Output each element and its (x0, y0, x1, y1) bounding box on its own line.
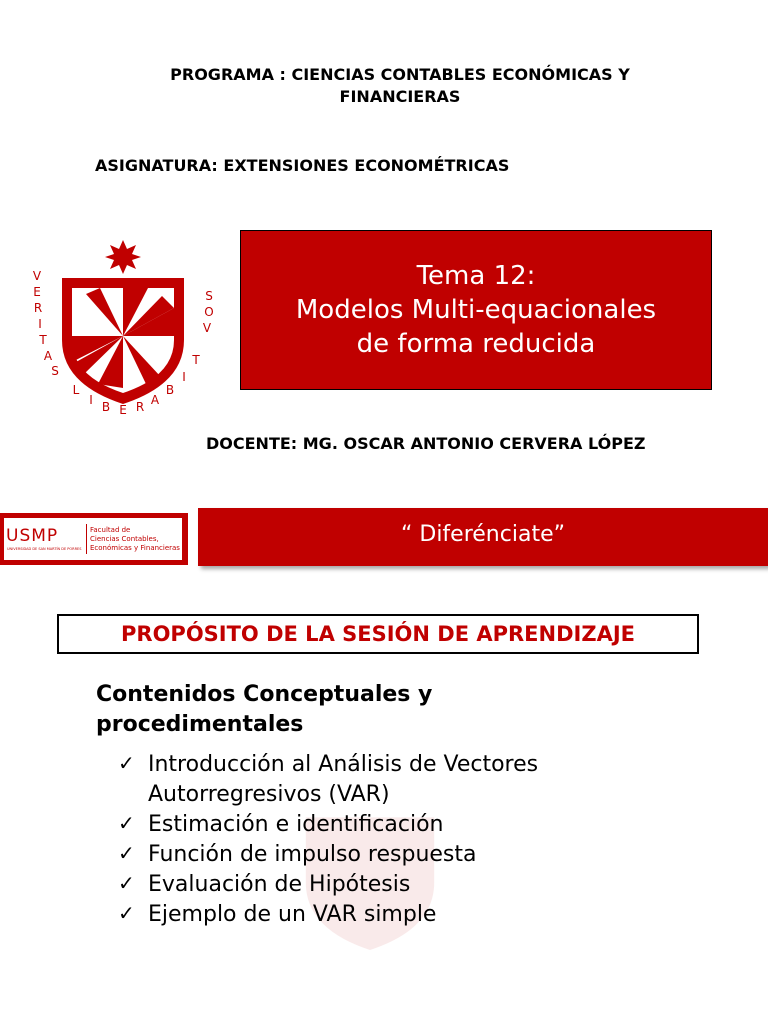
checkmark-icon: ✓ (118, 751, 135, 775)
usmp-faculty-logo (0, 513, 188, 565)
checkmark-icon: ✓ (118, 841, 135, 865)
seal-letter: I (182, 370, 186, 384)
usmp-wordmark: USMP (6, 526, 59, 546)
list-item: ✓ Ejemplo de un VAR simple (118, 900, 638, 930)
seal-letter: S (51, 364, 59, 378)
programa-line-1: PROGRAMA : CIENCIAS CONTABLES ECONÓMICAS Y (170, 65, 630, 84)
seal-letter: R (135, 400, 145, 414)
seal-letter: I (89, 393, 93, 407)
list-item: ✓ Introducción al Análisis de Vectores Autorregresivos (VAR) (118, 750, 638, 810)
usmp-seal-logo (28, 236, 218, 420)
checkmark-icon: ✓ (118, 871, 135, 895)
usmp-subtitle: UNIVERSIDAD DE SAN MARTÍN DE PORRES (7, 547, 82, 551)
programa-line-2: FINANCIERAS (339, 87, 461, 106)
seal-letter: T (192, 353, 200, 367)
list-item: ✓ Función de impulso respuesta (118, 840, 638, 870)
programa-heading (90, 64, 710, 108)
seal-star-icon (105, 240, 141, 274)
seal-letter: B (101, 400, 111, 414)
motto-text: “ Diferénciate” (400, 522, 565, 547)
seal-letter: E (33, 285, 41, 299)
proposito-heading: PROPÓSITO DE LA SESIÓN DE APRENDIZAJE (57, 614, 699, 654)
seal-letter: S (205, 289, 213, 303)
logo-divider (86, 524, 87, 554)
contenidos-title: Contenidos Conceptuales y procedimentales (96, 682, 433, 737)
motto-banner (198, 508, 768, 566)
tema-number: Tema 12: (416, 261, 536, 291)
seal-letter: E (119, 403, 127, 417)
tema-title-line-2: Modelos Multi-equacionales (295, 295, 657, 325)
seal-letter: L (72, 383, 80, 397)
faculty-line-1: Facultad de (90, 526, 131, 534)
faculty-name (90, 526, 182, 553)
tema-title-line-3: de forma reducida (356, 329, 596, 359)
seal-letter: B (165, 383, 175, 397)
checkmark-icon: ✓ (118, 811, 135, 835)
list-item: ✓ Evaluación de Hipótesis (118, 870, 638, 900)
contenidos-list (118, 750, 638, 930)
asignatura-heading: ASIGNATURA: EXTENSIONES ECONOMÉTRICAS (95, 156, 510, 175)
docente-label: DOCENTE: MG. OSCAR ANTONIO CERVERA LÓPEZ (206, 434, 646, 453)
seal-letter: V (32, 269, 42, 283)
seal-letter: R (33, 301, 43, 315)
faculty-line-3: Económicas y Financieras (90, 544, 180, 552)
seal-letter: A (43, 349, 53, 363)
seal-letter: V (202, 321, 212, 335)
seal-letter: A (150, 393, 160, 407)
seal-letter: T (39, 333, 47, 347)
list-item: ✓ Estimación e identificación (118, 810, 638, 840)
seal-letter: I (38, 317, 42, 331)
tema-title-box (240, 230, 712, 390)
seal-letter: O (204, 305, 214, 319)
checkmark-icon: ✓ (118, 901, 135, 925)
faculty-line-2: Ciencias Contables, (90, 535, 159, 543)
